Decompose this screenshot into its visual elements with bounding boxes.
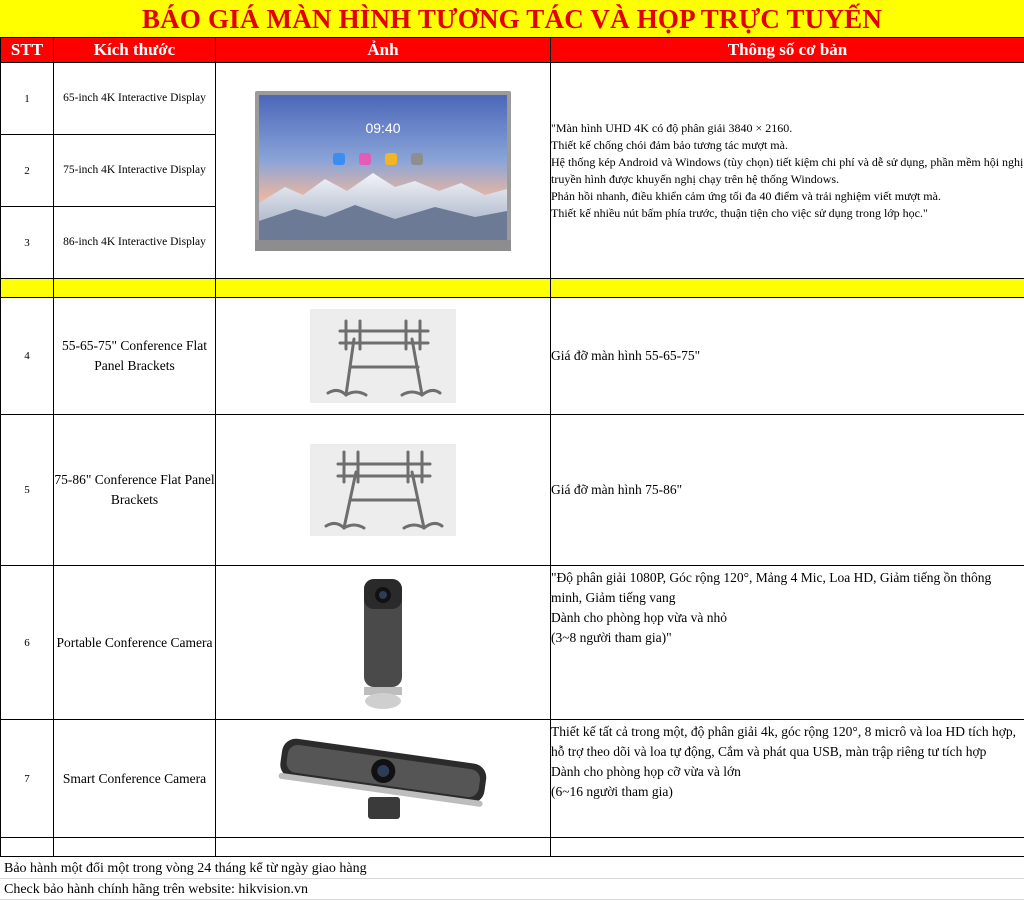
header-size: Kích thước (54, 38, 216, 63)
smart-camera-image (276, 733, 490, 825)
display-spec: "Màn hình UHD 4K có độ phân giải 3840 × 2160. Thiết kế chống chói đảm bảo tương tác mượt mà. Hệ thống kép Android và Windows (tùy chọn) tiết kiệm chi phí và dễ sử dụng, phần mềm hội nghị truyền hình được khuyến nghị chạy trên hệ thống Windows. Phản hồi nhanh, điều khiển cảm ứng tối đa 40 điểm và trải nghiệm viết mượt mà. Thiết kế nhiều nút bấm phía trước, thuận tiện cho việc sử dụng trong lớp học." (551, 63, 1024, 279)
row-size: 75-86" Conference Flat Panel Brackets (54, 415, 216, 566)
display-image-cell (216, 63, 551, 279)
warranty-check-note: Check bảo hành chính hãng trên website: hikvision.vn (0, 879, 1024, 900)
portable-camera-image (358, 575, 408, 711)
row-stt: 6 (1, 566, 54, 720)
row-stt: 5 (1, 415, 54, 566)
row-size: 75-inch 4K Interactive Display (54, 135, 216, 207)
bracket-stand-image (310, 444, 456, 536)
row-stt: 2 (1, 135, 54, 207)
table-row (1, 566, 1024, 720)
row-stt: 1 (1, 63, 54, 135)
table-row (1, 298, 1024, 415)
header-stt: STT (1, 38, 54, 63)
portable-camera-spec: "Độ phân giải 1080P, Góc rộng 120°, Mảng 4 Mic, Loa HD, Giảm tiếng ồn thông minh, Giảm tiếng vang Dành cho phòng họp vừa và nhỏ (3~8 người tham gia)" (551, 566, 1024, 720)
row-stt: 3 (1, 207, 54, 279)
bracket-image-cell (216, 298, 551, 415)
warranty-note: Bảo hành một đổi một trong vòng 24 tháng kể từ ngày giao hàng (0, 858, 1024, 879)
table-row (1, 63, 1024, 135)
row-size: 55-65-75" Conference Flat Panel Brackets (54, 298, 216, 415)
header-spec: Thông số cơ bản (551, 38, 1024, 63)
row-size: 86-inch 4K Interactive Display (54, 207, 216, 279)
bracket-image-cell (216, 415, 551, 566)
blank-row (1, 838, 1024, 857)
portable-camera-image-cell (216, 566, 551, 720)
smart-camera-spec: Thiết kế tất cả trong một, độ phân giải 4k, góc rộng 120°, 8 micrô và loa HD tích hợp, hỗ trợ theo dõi và loa tự động, Cắm và phát qua USB, màn trập riêng tư tích hợp Dành cho phòng họp cỡ vừa và lớn (6~16 người tham gia) (551, 720, 1024, 838)
display-clock: 09:40 (365, 119, 401, 136)
header-row (1, 38, 1024, 63)
smart-camera-image-cell (216, 720, 551, 838)
row-size: 65-inch 4K Interactive Display (54, 63, 216, 135)
interactive-display-image (255, 91, 511, 251)
row-stt: 4 (1, 298, 54, 415)
bracket-spec-1: Giá đỡ màn hình 55-65-75" (551, 298, 1024, 415)
header-image: Ảnh (216, 38, 551, 63)
separator-row (1, 279, 1024, 298)
bracket-stand-image (310, 309, 456, 403)
bracket-spec-2: Giá đỡ màn hình 75-86" (551, 415, 1024, 566)
row-size: Smart Conference Camera (54, 720, 216, 838)
row-size: Portable Conference Camera (54, 566, 216, 720)
table-row (1, 720, 1024, 838)
price-table (0, 37, 1024, 857)
row-stt: 7 (1, 720, 54, 838)
table-row (1, 415, 1024, 566)
page-title: BÁO GIÁ MÀN HÌNH TƯƠNG TÁC VÀ HỌP TRỰC TUYẾN (0, 0, 1024, 37)
